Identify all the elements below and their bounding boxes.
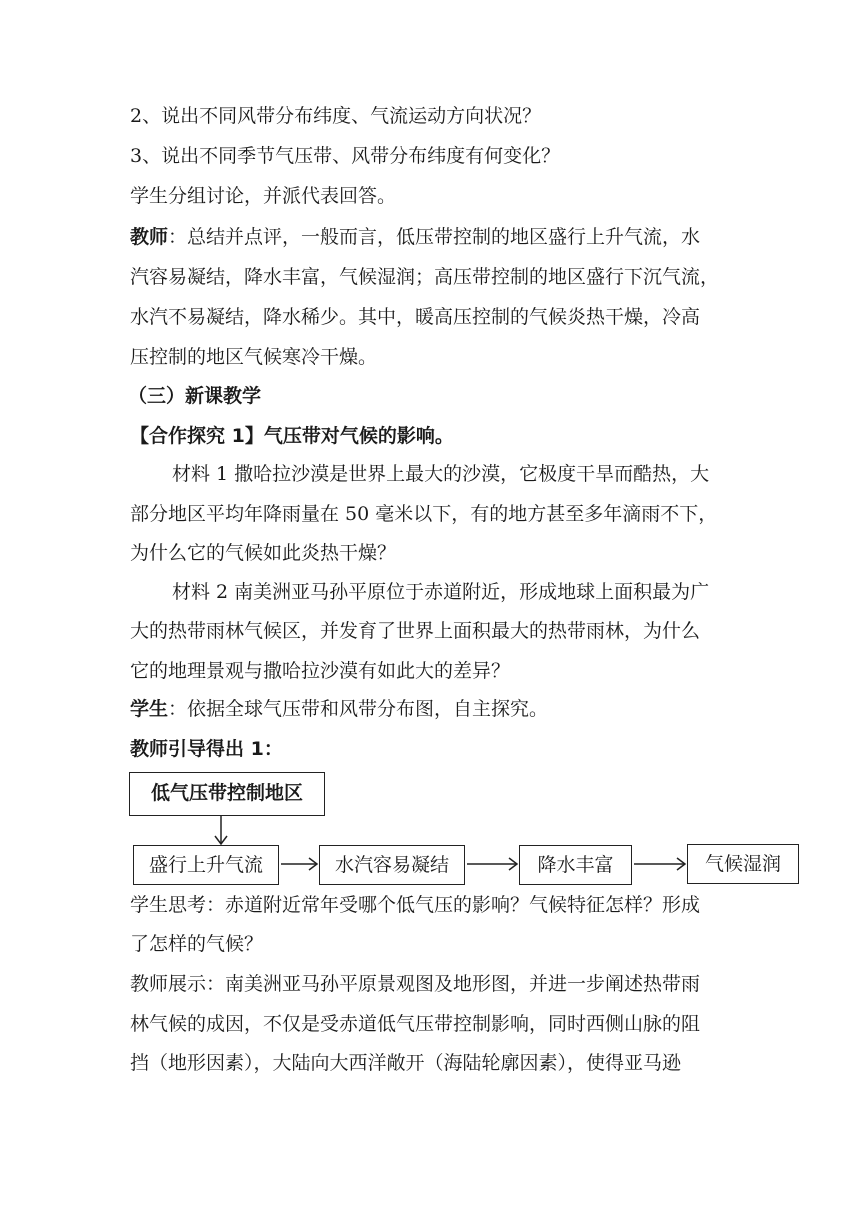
material1-line-1: 材料 1 撒哈拉沙漠是世界上最大的沙漠，它极度干旱而酷热，大 [172,463,710,485]
material1-line-2: 部分地区平均年降雨量在 50 毫米以下，有的地方甚至多年滴雨不下， [130,503,718,525]
teacher-show-line-3: 挡（地形因素），大陆向大西洋敞开（海陆轮廓因素），使得亚马逊 [130,1052,682,1074]
material1-line-3: 为什么它的气候如此炎热干燥？ [130,542,397,564]
teacher-summary-text-1: ：总结并点评，一般而言，低压带控制的地区盛行上升气流，水 [168,226,701,248]
student-thinking-line-1: 学生思考：赤道附近常年受哪个低气压的影响？气候特征怎样？形成 [130,894,701,916]
material2-line-1: 材料 2 南美洲亚马孙平原位于赤道附近，形成地球上面积最为广 [172,581,710,603]
condensation-box: 水汽容易凝结 [319,845,465,885]
student-label: 学生 [130,698,169,720]
abundant-rainfall-box: 降水丰富 [519,845,632,885]
student-line [130,697,548,721]
student-thinking-line-2: 了怎样的气候？ [130,933,264,955]
teacher-summary-line-4: 压控制的地区气候寒冷干燥。 [130,346,378,368]
question-2: 2、说出不同风带分布纬度、气流运动方向状况？ [130,105,542,127]
teacher-show-line-2: 林气候的成因，不仅是受赤道低气压带控制影响，同时西侧山脉的阻 [130,1013,701,1035]
humid-climate-box: 气候湿润 [687,844,799,884]
teacher-summary-line-1 [130,225,700,249]
material2-line-2: 大的热带雨林气候区，并发育了世界上面积最大的热带雨林，为什么 [130,620,701,642]
arrow-2-head [509,858,517,870]
section-heading: （三）新课教学 [128,385,262,407]
group-discussion-line: 学生分组讨论，并派代表回答。 [130,185,397,207]
arrow-3-head [677,858,685,870]
student-text: ：依据全球气压带和风带分布图，自主探究。 [168,698,549,720]
teacher-summary-line-2: 汽容易凝结，降水丰富，气候湿润；高压带控制的地区盛行下沉气流， [130,266,720,288]
material2-line-3: 它的地理景观与撒哈拉沙漠有如此大的差异？ [130,660,511,682]
low-pressure-control-box: 低气压带控制地区 [129,772,325,816]
guide-heading: 教师引导得出 1： [130,738,283,760]
rising-airflow-box: 盛行上升气流 [133,845,279,885]
question-3: 3、说出不同季节气压带、风带分布纬度有何变化？ [130,145,561,167]
teacher-label: 教师 [130,226,169,248]
teacher-summary-line-3: 水汽不易凝结，降水稀少。其中，暖高压控制的气候炎热干燥，冷高 [130,306,701,328]
inquiry-heading: 【合作探究 1】气压带对气候的影响。 [130,425,454,447]
arrow-down-head [215,836,227,844]
teacher-show-line-1: 教师展示：南美洲亚马孙平原景观图及地形图，并进一步阐述热带雨 [130,973,701,995]
arrow-1-head [309,858,317,870]
